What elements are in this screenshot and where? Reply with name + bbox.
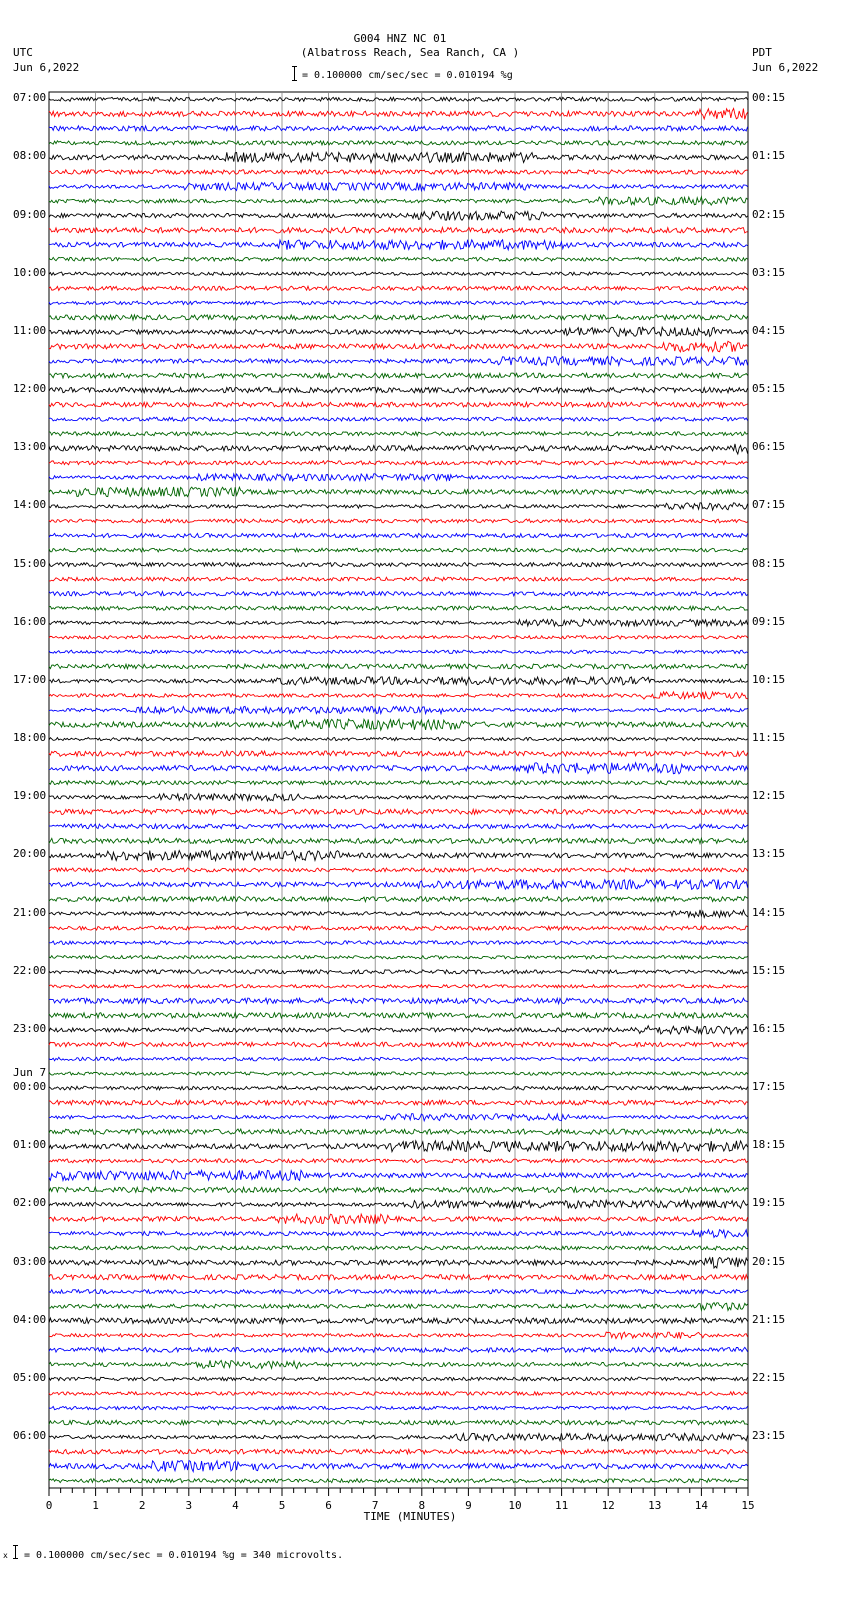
seismic-trace — [49, 985, 748, 988]
right-timezone: PDT — [752, 46, 772, 59]
x-tick-label: 3 — [185, 1499, 193, 1512]
seismic-trace — [49, 183, 748, 191]
pdt-hour-label: 19:15 — [752, 1196, 786, 1210]
seismic-trace — [49, 838, 748, 843]
utc-hour-label: 18:00 — [13, 731, 47, 745]
seismic-trace — [49, 897, 748, 902]
utc-hour-label: 06:00 — [13, 1429, 47, 1443]
seismic-trace — [49, 402, 748, 407]
seismic-trace — [49, 474, 748, 481]
seismic-trace — [49, 272, 748, 275]
seismic-trace — [49, 170, 748, 174]
utc-hour-label: 08:00 — [13, 149, 47, 163]
seismic-trace — [49, 719, 748, 730]
pdt-hour-label: 23:15 — [752, 1429, 786, 1443]
left-timezone: UTC — [13, 46, 33, 59]
pdt-hour-label: 00:15 — [752, 91, 786, 105]
x-tick-label: 2 — [138, 1499, 146, 1512]
seismic-trace — [49, 432, 748, 436]
seismic-trace — [49, 1214, 748, 1224]
pdt-hour-label: 05:15 — [752, 382, 786, 396]
seismic-trace — [49, 910, 748, 918]
utc-hour-label: 05:00 — [13, 1370, 47, 1384]
seismic-trace — [49, 809, 748, 814]
seismic-trace — [49, 606, 748, 610]
seismic-trace — [49, 315, 748, 320]
pdt-hour-label: 20:15 — [752, 1254, 786, 1268]
seismic-trace — [49, 1187, 748, 1192]
x-tick-label: 7 — [371, 1499, 379, 1512]
pdt-hour-label: 01:15 — [752, 149, 786, 163]
x-axis-label: TIME (MINUTES) — [363, 1510, 457, 1523]
utc-hour-label: 03:00 — [13, 1254, 47, 1268]
utc-hour-label: 20:00 — [13, 847, 47, 861]
seismic-trace — [49, 1170, 748, 1180]
utc-hour-label: 12:00 — [13, 382, 47, 396]
seismic-trace — [49, 880, 748, 890]
x-tick-label: 6 — [325, 1499, 332, 1512]
seismic-trace — [49, 738, 748, 741]
pdt-hour-label: 11:15 — [752, 731, 786, 745]
day-change-label: Jun 7 — [13, 1066, 47, 1080]
pdt-hour-label: 21:15 — [752, 1312, 786, 1326]
utc-hour-label: 21:00 — [13, 905, 47, 919]
pdt-hour-label: 06:15 — [752, 440, 786, 454]
seismic-trace — [49, 1433, 748, 1441]
seismic-trace — [49, 1026, 748, 1035]
utc-hour-label: 01:00 — [13, 1138, 47, 1152]
seismic-trace — [49, 751, 748, 756]
pdt-hour-label: 08:15 — [752, 556, 786, 570]
seismic-trace — [49, 868, 748, 872]
seismic-trace — [49, 1057, 748, 1061]
seismic-trace — [49, 1230, 748, 1238]
seismic-trace — [49, 227, 748, 233]
pdt-hour-label: 09:15 — [752, 614, 786, 628]
seismic-trace — [49, 197, 748, 205]
x-tick-label: 13 — [648, 1499, 662, 1512]
x-tick-label: 9 — [465, 1499, 472, 1512]
seismic-trace — [49, 1290, 748, 1294]
seismic-trace — [49, 1200, 748, 1208]
utc-hour-label: 19:00 — [13, 789, 47, 803]
seismic-trace — [49, 1100, 748, 1105]
seismic-trace — [49, 1303, 748, 1311]
seismic-trace — [49, 577, 748, 581]
utc-hour-label: 07:00 — [13, 91, 47, 105]
utc-hour-label: 15:00 — [13, 556, 47, 570]
seismic-trace — [49, 956, 748, 959]
seismic-trace — [49, 533, 748, 537]
seismic-trace — [49, 636, 748, 639]
seismic-trace — [49, 763, 748, 774]
seismic-trace — [49, 692, 748, 699]
seismic-trace — [49, 998, 748, 1004]
seismic-trace — [49, 781, 748, 785]
svg-text:x: x — [3, 1551, 8, 1560]
seismic-trace — [49, 1042, 748, 1047]
seismic-trace — [49, 1159, 748, 1163]
seismic-trace — [49, 1013, 748, 1018]
x-tick-label: 15 — [741, 1499, 755, 1512]
seismic-trace — [49, 1114, 748, 1121]
utc-hour-label: 10:00 — [13, 265, 47, 279]
seismic-trace — [49, 301, 748, 305]
seismic-trace — [49, 286, 748, 290]
seismic-trace — [49, 141, 748, 145]
seismic-trace — [49, 126, 748, 131]
seismic-trace — [49, 1449, 748, 1454]
seismic-trace — [49, 941, 748, 945]
pdt-hour-label: 10:15 — [752, 672, 786, 686]
seismic-trace — [49, 327, 748, 336]
seismic-trace — [49, 388, 748, 393]
seismic-trace — [49, 417, 748, 421]
seismic-trace — [49, 97, 748, 101]
x-tick-label: 5 — [278, 1499, 286, 1512]
seismic-trace — [49, 1141, 748, 1152]
pdt-hour-label: 14:15 — [752, 905, 786, 919]
pdt-hour-label: 07:15 — [752, 498, 786, 512]
seismic-trace — [49, 240, 748, 250]
seismic-trace — [49, 373, 748, 378]
footer-scale-icon — [3, 1544, 19, 1560]
seismic-trace — [49, 548, 748, 552]
seismic-trace — [49, 341, 748, 352]
pdt-hour-label: 02:15 — [752, 207, 786, 221]
pdt-hour-label: 15:15 — [752, 963, 786, 977]
plot-frame — [49, 92, 748, 1488]
utc-hour-label: 00:00 — [13, 1080, 47, 1094]
utc-hour-label: 14:00 — [13, 498, 47, 512]
x-tick-label: 4 — [232, 1499, 239, 1512]
seismic-trace — [49, 1275, 748, 1280]
x-tick-label: 8 — [418, 1499, 426, 1512]
utc-hour-label: 02:00 — [13, 1196, 47, 1210]
seismic-trace — [49, 1461, 748, 1472]
utc-hour-label: 09:00 — [13, 207, 47, 221]
seismic-trace — [49, 1072, 748, 1075]
x-tick-label: 1 — [92, 1499, 99, 1512]
pdt-hour-label: 13:15 — [752, 847, 786, 861]
seismic-trace — [49, 1377, 748, 1381]
x-tick-label: 11 — [554, 1499, 569, 1512]
seismic-trace — [49, 461, 748, 465]
seismic-trace — [49, 257, 748, 261]
seismic-trace — [49, 519, 748, 523]
seismic-trace — [49, 563, 748, 567]
pdt-hour-label: 22:15 — [752, 1370, 786, 1384]
left-date: Jun 6,2022 — [13, 61, 80, 74]
utc-hour-label: 04:00 — [13, 1312, 47, 1326]
seismic-trace — [49, 1086, 748, 1090]
x-tick-label: 10 — [508, 1499, 522, 1512]
seismic-trace — [49, 152, 748, 162]
seismic-trace — [49, 1392, 748, 1396]
seismic-trace — [49, 1479, 748, 1483]
seismic-trace — [49, 664, 748, 669]
seismic-trace — [49, 211, 748, 220]
seismic-trace — [49, 357, 748, 366]
x-tick-label: 0 — [45, 1499, 53, 1512]
seismic-trace — [49, 970, 748, 974]
utc-hour-label: 16:00 — [13, 614, 47, 628]
location-title: (Albatross Reach, Sea Ranch, CA ) — [300, 46, 520, 59]
right-date: Jun 6,2022 — [752, 61, 819, 74]
pdt-hour-label: 18:15 — [752, 1138, 786, 1152]
seismic-trace — [49, 650, 748, 653]
utc-hour-label: 23:00 — [13, 1021, 47, 1035]
seismic-trace — [49, 850, 748, 860]
pdt-hour-label: 17:15 — [752, 1080, 786, 1094]
x-tick-label: 14 — [694, 1499, 709, 1512]
seismic-trace — [49, 444, 748, 454]
pdt-hour-label: 16:15 — [752, 1021, 786, 1035]
seismic-trace — [49, 1318, 748, 1324]
utc-hour-label: 11:00 — [13, 323, 47, 337]
seismic-trace — [49, 108, 748, 119]
pdt-hour-label: 12:15 — [752, 789, 786, 803]
seismic-trace — [49, 1406, 748, 1409]
scale-text: = 0.100000 cm/sec/sec = 0.010194 %g — [302, 70, 513, 81]
seismic-trace — [49, 1246, 748, 1250]
pdt-hour-label: 03:15 — [752, 265, 786, 279]
seismic-trace — [49, 592, 748, 596]
seismic-trace — [49, 1347, 748, 1352]
seismic-trace — [49, 619, 748, 626]
seismic-trace — [49, 824, 748, 829]
seismic-trace — [49, 487, 748, 497]
seismic-trace — [49, 1360, 748, 1368]
seismic-trace — [49, 926, 748, 930]
seismic-trace — [49, 1332, 748, 1339]
station-title: G004 HNZ NC 01 — [353, 32, 447, 45]
seismic-trace — [49, 677, 748, 685]
seismic-trace — [49, 794, 748, 801]
pdt-hour-label: 04:15 — [752, 323, 786, 337]
seismic-trace — [49, 706, 748, 713]
x-tick-label: 12 — [601, 1499, 615, 1512]
utc-hour-label: 13:00 — [13, 440, 47, 454]
seismic-trace — [49, 503, 748, 510]
footer-scale-text: = 0.100000 cm/sec/sec = 0.010194 %g = 340 microvolts. — [24, 1550, 344, 1561]
utc-hour-label: 22:00 — [13, 963, 47, 977]
seismic-trace — [49, 1129, 748, 1134]
seismic-trace — [49, 1257, 748, 1268]
utc-hour-label: 17:00 — [13, 672, 47, 686]
seismic-trace — [49, 1420, 748, 1425]
